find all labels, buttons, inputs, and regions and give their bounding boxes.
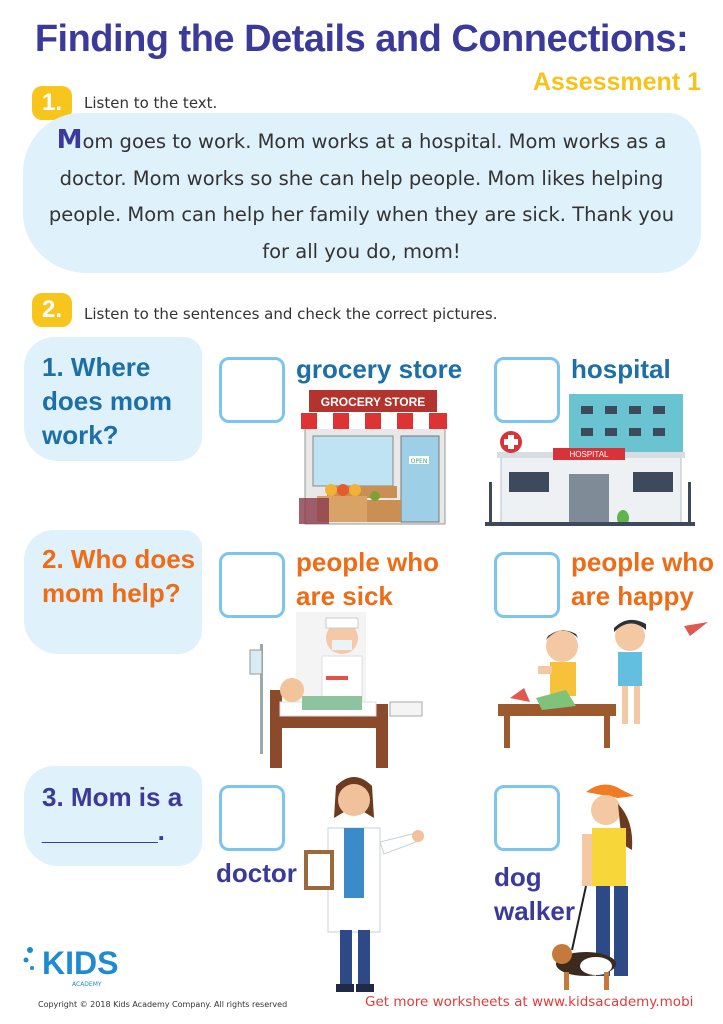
option-label-doctor: doctor (216, 858, 297, 888)
doctor-illustration (300, 772, 434, 994)
kids-academy-logo-mark (22, 940, 132, 992)
grocery-store-illustration (297, 388, 452, 528)
option-label-grocery-store: grocery store (296, 354, 463, 384)
checkbox-grocery-store[interactable] (219, 357, 285, 423)
hospital-sign-text: HOSPITAL (569, 450, 609, 459)
section-2-instruction: Listen to the sentences and check the correct pictures. (84, 305, 498, 323)
option-label-people-who-are-sick: people who are sick (296, 547, 439, 611)
story-body: om goes to work. Mom works at a hospital. Mom works as a doctor. Mom works so she can help people. Mom likes helping people. Mom can help her family when they are sick. Thank you for all you do, mom! (48, 130, 675, 263)
svg-text:OPEN: OPEN (410, 458, 428, 465)
dog-walker-illustration (552, 780, 672, 994)
checkbox-dog-walker[interactable] (494, 785, 560, 851)
svg-text:ACADEMY: ACADEMY (72, 981, 102, 988)
copyright-text: Copyright © 2018 Kids Academy Company. All rights reserved (38, 1000, 288, 1009)
section-1-badge: 1. (32, 86, 72, 120)
checkbox-people-who-are-happy[interactable] (494, 552, 560, 618)
svg-text:KIDS: KIDS (42, 945, 119, 981)
question-1-text: 1. Where does mom work? (42, 352, 173, 450)
story-first-letter: M (56, 125, 83, 155)
page-title: Finding the Details and Connections: (34, 18, 689, 60)
happy-children-illustration (496, 616, 716, 752)
sick-patient-illustration (240, 610, 425, 772)
checkbox-people-who-are-sick[interactable] (219, 552, 285, 618)
checkbox-doctor[interactable] (219, 785, 285, 851)
option-label-people-who-are-happy: people who are happy (571, 547, 714, 611)
kids-academy-logo (22, 940, 132, 992)
question-2-text: 2. Who does mom help? (42, 544, 196, 608)
worksheets-link[interactable]: Get more worksheets at www.kidsacademy.mobi (365, 994, 694, 1010)
hospital-illustration (483, 392, 696, 528)
page-subtitle: Assessment 1 (532, 68, 701, 96)
grocery-sign-text: GROCERY STORE (320, 395, 426, 409)
section-1-instruction: Listen to the text. (84, 94, 218, 112)
awning (301, 413, 447, 429)
question-3-text: 3. Mom is a ________. (42, 782, 183, 846)
option-label-hospital: hospital (571, 354, 671, 384)
option-label-dog-walker: dog walker (494, 862, 575, 926)
story-text (40, 122, 683, 270)
section-2-badge: 2. (32, 293, 72, 327)
